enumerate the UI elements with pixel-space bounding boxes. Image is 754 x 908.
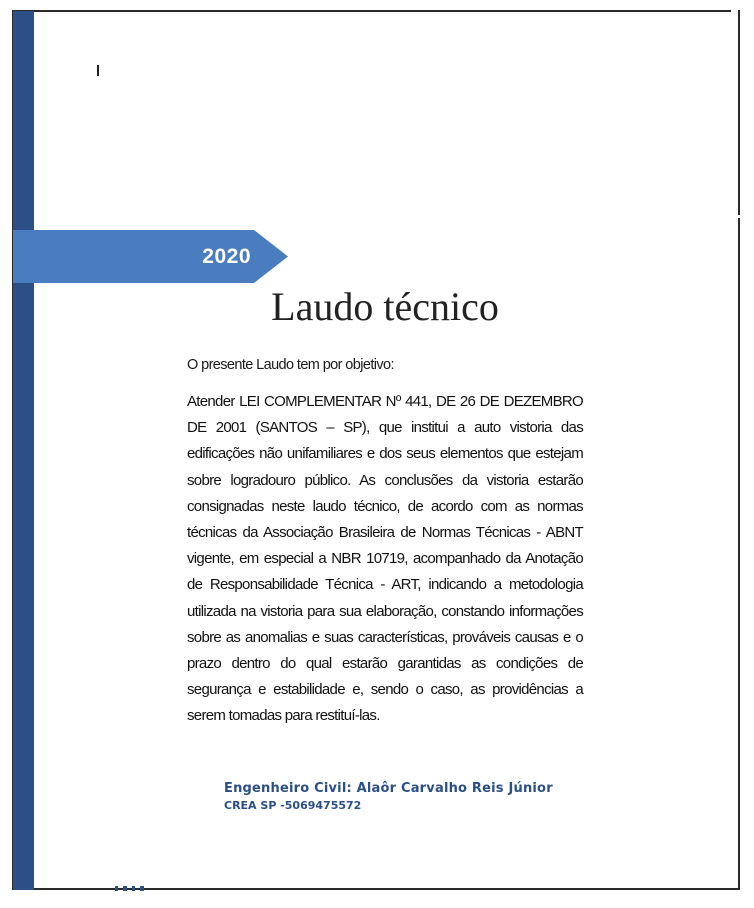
page-border-right (738, 10, 740, 215)
bottom-decoration-marks (115, 886, 155, 892)
document-title: Laudo técnico (271, 284, 499, 329)
cover-side-bar (13, 11, 34, 890)
year-banner (13, 230, 288, 283)
objective-paragraph: Atender LEI COMPLEMENTAR Nº 441, DE 26 DE DEZEMBRO DE 2001 (SANTOS – SP), que institui a auto vistoria das edificações não unifamiliares e dos seus elementos que estejam sobre logradouro público. As conclusões da vistoria estarão consignadas neste laudo técnico, de acordo com as normas técnicas da Associação Brasileira de Normas Técnicas - ABNT vigente, em especial a NBR 10719, acompanhado da Anotação de Responsabilidade Técnica - ART, indicando a metodologia utilizada na vistoria para sua elaboração, constando informações sobre as anomalias e suas características, prováveis causas e o prazo dentro do qual estarão garantidas as condições de segurança e estabilidade e, sendo o caso, as providências a serem tomadas para restituí-las. (187, 393, 583, 725)
text-cursor (97, 65, 99, 76)
year-label: 2020 (202, 245, 251, 268)
engineer-name: Engenheiro Civil: Alaôr Carvalho Reis Júnior (224, 781, 553, 796)
page-border-right-lower (738, 218, 740, 890)
intro-text: O presente Laudo tem por objetivo: (187, 357, 394, 373)
signature-block (224, 780, 624, 814)
crea-number: CREA SP -5069475572 (224, 799, 362, 812)
page-border-top (12, 10, 731, 12)
